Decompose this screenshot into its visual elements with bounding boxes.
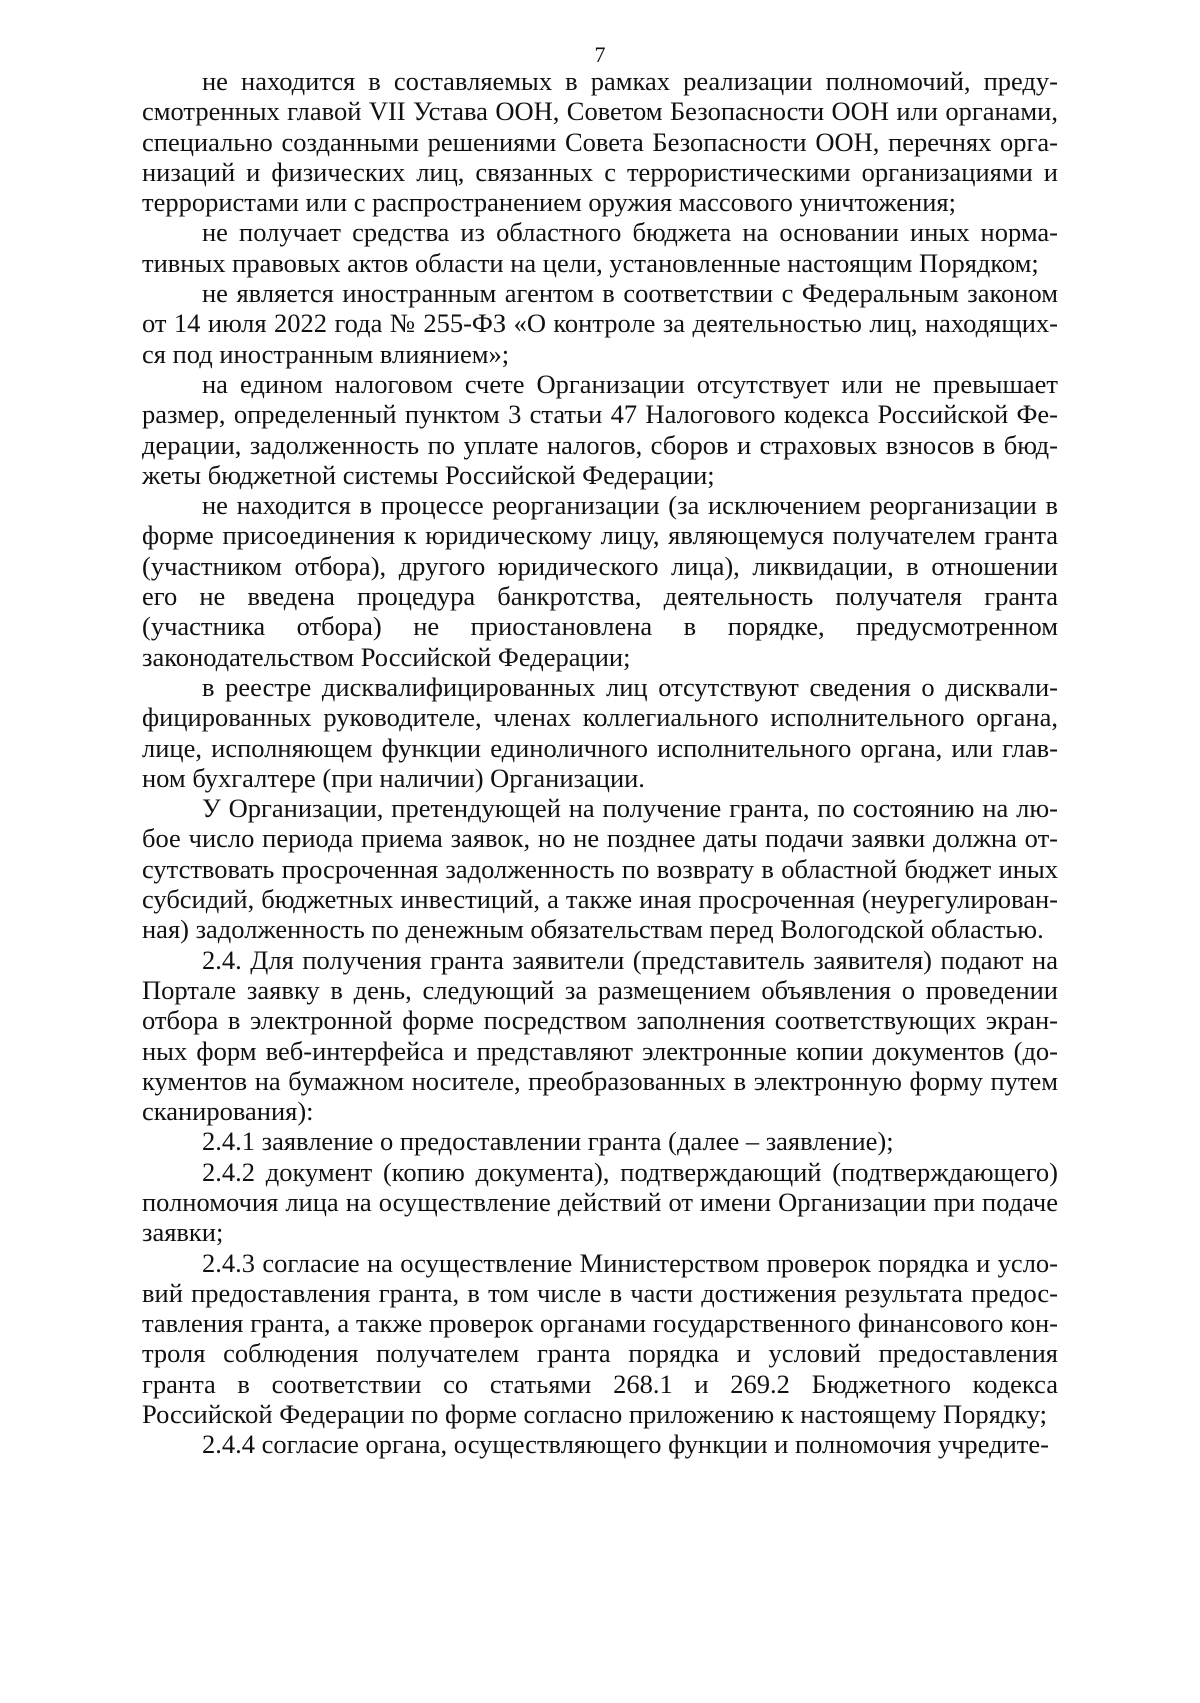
page-number: 7 (594, 42, 606, 67)
paragraph-2-4-3: 2.4.3 согласие на осуществление Министерством проверок порядка и условий предоставления гранта, в том числе в части достижения результата предоставления гранта, а также проверок органами государственного финансового контроля соблюдения получателем гранта порядка и условий предоставления гранта в соответствии со статьями 268.1 и 269.2 Бюджетного кодекса Российской Федерации по форме согласно приложению к настоящему Порядку; (142, 1247, 1058, 1430)
paragraph-overdue-debt: У Организации, претендующей на получение гранта, по состоянию на любое число периода приема заявок, но не позднее даты подачи заявки должна отсутствовать просроченная задолженность по возврату в областной бюджет иных субсидий, бюджетных инвестиций, а также иная просроченная (неурегулированная) задолженность по денежным обязательствам перед Вологодской областью. (142, 793, 1058, 945)
document-body (142, 66, 1058, 1460)
paragraph-2-4-1: 2.4.1 заявление о предоставлении гранта (далее – заявление); (202, 1126, 894, 1157)
paragraph-2-4-2: 2.4.2 документ (копию документа), подтверждающий (подтверждающего) полномочия лица на осуществление действий от имени Организации при подаче заявки; (142, 1156, 1058, 1248)
paragraph-2-4-application: 2.4. Для получения гранта заявители (представитель заявителя) подают на Портале заявку в день, следующий за размещением объявления о проведении отбора в электронной форме посредством заполнения соответствующих экранных форм веб-интерфейса и представляют электронные копии документов (документов на бумажном носителе, преобразованных в электронную форму путем сканирования): (142, 944, 1058, 1127)
paragraph-reorganization: не находится в процессе реорганизации (за исключением реорганизации в форме присоединения к юридическому лицу, являющемуся получателем гранта (участником отбора), другого юридического лица), ликвидации, в отношении его не введена процедура банкротства, деятельность получателя гранта (участника отбора) не приостановлена в порядке, предусмотренном законодательством Российской Федерации; (142, 490, 1058, 672)
paragraph-tax-account: на едином налоговом счете Организации отсутствует или не превышает размер, определенный пунктом 3 статьи 47 Налогового кодекса Российской Федерации, задолженность по уплате налогов, сборов и страховых взносов в бюджеты бюджетной системы Российской Федерации; (142, 368, 1058, 490)
paragraph-foreign-agent: не является иностранным агентом в соответствии с Федеральным законом от 14 июля 2022 года № 255-ФЗ «О контроле за деятельностью лиц, находящихся под иностранным влиянием»; (142, 278, 1058, 369)
paragraph-sanctions-lists: не находится в составляемых в рамках реализации полномочий, предусмотренных главой VII Устава ООН, Советом Безопасности ООН или органами, специально созданными решениями Совета Безопасности ООН, перечнях организаций и физических лиц, связанных с террористическими организациями и террористами или с распространением оружия массового уничтожения; (142, 66, 1058, 218)
paragraph-2-4-4: 2.4.4 согласие органа, осуществляющего функции и полномочия учредите- (202, 1429, 1049, 1460)
paragraph-regional-budget-funds: не получает средства из областного бюджета на основании иных нормативных правовых актов области на цели, установленные настоящим Порядком; (142, 217, 1058, 278)
paragraph-disqualified-persons: в реестре дисквалифицированных лиц отсутствуют сведения о дисквалифицированных руководителе, членах коллегиального исполнительного органа, лице, исполняющем функции единоличного исполнительного органа, или главном бухгалтере (при наличии) Организации. (142, 671, 1058, 793)
